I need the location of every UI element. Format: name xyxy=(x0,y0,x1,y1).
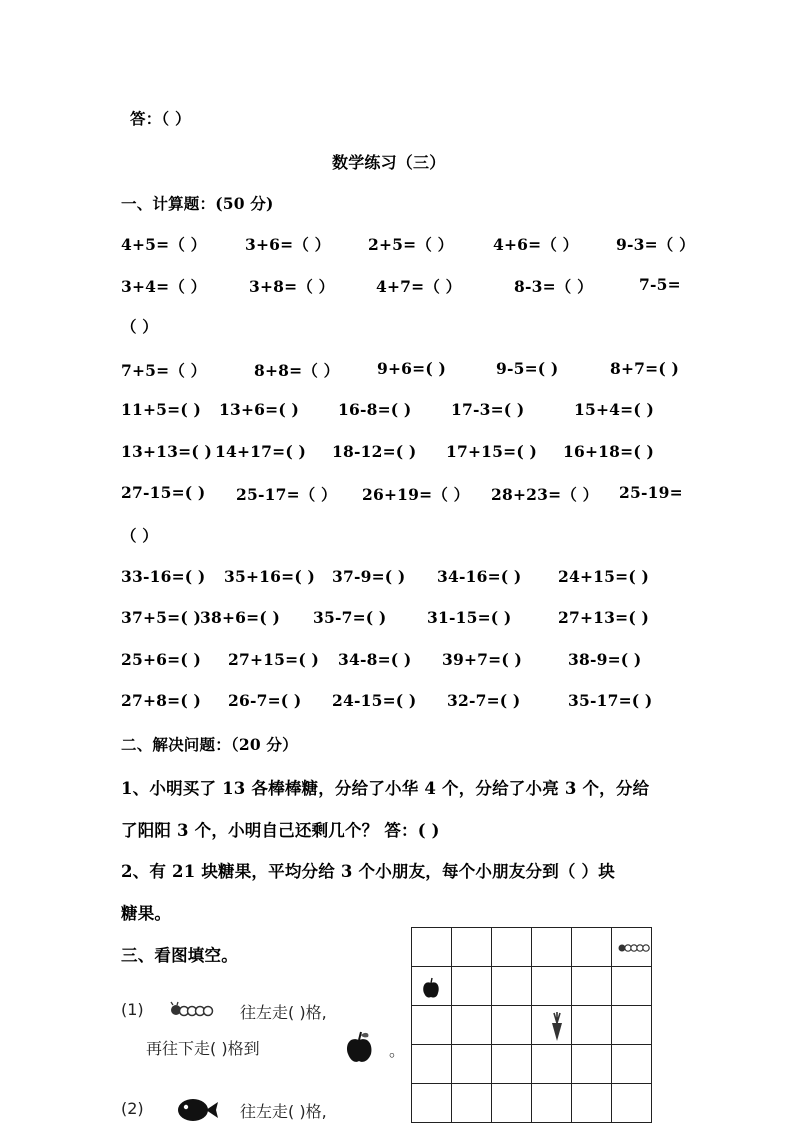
figure-2-number: (2) xyxy=(121,1099,144,1118)
calc-item: （ ） xyxy=(121,526,158,545)
calc-item: 8-3=（ ） xyxy=(514,277,593,296)
calc-item: 3+6=（ ） xyxy=(245,235,331,254)
calc-item: 9-5=( ) xyxy=(496,359,559,378)
calc-item: 8+8=（ ） xyxy=(254,361,340,380)
calc-item: 13+13=( ) xyxy=(121,442,212,461)
calc-item: 27+8=( ) xyxy=(121,691,201,710)
calc-item: 32-7=( ) xyxy=(447,691,521,710)
figure-2-instruction-a: 往左走( )格, xyxy=(240,1102,327,1121)
figure-1-instruction-b: 再往下走( )格到 xyxy=(146,1039,260,1058)
calc-item: 27-15=( ) xyxy=(121,483,206,502)
calc-item: 13+6=( ) xyxy=(219,400,299,419)
problem-1-line-2: 了阳阳 3 个，小明自己还剩几个？ 答：( ) xyxy=(121,821,440,840)
top-answer: 答：（ ） xyxy=(130,109,191,128)
section1-heading: 一、计算题：(50 分) xyxy=(121,194,274,213)
calc-item: 4+7=（ ） xyxy=(376,277,462,296)
calc-item: 38-9=( ) xyxy=(568,650,642,669)
section2-heading: 二、解决问题：（20 分） xyxy=(121,735,298,754)
calc-item: 3+4=（ ） xyxy=(121,277,207,296)
calc-item: 35+16=( ) xyxy=(224,567,315,586)
calc-item: 17-3=( ) xyxy=(451,400,525,419)
calc-item: 7-5= xyxy=(639,275,681,294)
calc-item: 2+5=（ ） xyxy=(368,235,454,254)
carrot-icon xyxy=(549,1011,565,1043)
calc-item: 24-15=( ) xyxy=(332,691,417,710)
problem-1-line-1: 1、小明买了 13 各棒棒糖，分给了小华 4 个，分给了小亮 3 个，分给 xyxy=(121,779,650,798)
map-grid xyxy=(411,927,652,1123)
calc-item: 4+6=（ ） xyxy=(493,235,579,254)
apple-icon xyxy=(421,977,441,999)
calc-item: 34-8=( ) xyxy=(338,650,412,669)
calc-item: 16-8=( ) xyxy=(338,400,412,419)
calc-item: 31-15=( ) xyxy=(427,608,512,627)
calc-item: 33-16=( ) xyxy=(121,567,206,586)
calc-item: 39+7=( ) xyxy=(442,650,522,669)
calc-item: 4+5=（ ） xyxy=(121,235,207,254)
calc-item: 3+8=（ ） xyxy=(249,277,335,296)
calc-item: 14+17=( ) xyxy=(215,442,306,461)
calc-item: 11+5=( ) xyxy=(121,400,201,419)
calc-item: 26-7=( ) xyxy=(228,691,302,710)
calc-item: 37-9=( ) xyxy=(332,567,406,586)
calc-item: 35-17=( ) xyxy=(568,691,653,710)
calc-item: 27+13=( ) xyxy=(558,608,649,627)
figure-1-number: (1) xyxy=(121,1000,144,1019)
calc-item: 28+23=（ ） xyxy=(491,485,599,504)
calc-item: 25-19= xyxy=(619,483,683,502)
calc-item: 27+15=( ) xyxy=(228,650,319,669)
calc-item: 25-17=（ ） xyxy=(236,485,337,504)
calc-item: 18-12=( ) xyxy=(332,442,417,461)
caterpillar-icon xyxy=(618,941,654,955)
calc-item: 38+6=( ) xyxy=(200,608,280,627)
calc-item: 34-16=( ) xyxy=(437,567,522,586)
calc-item: 16+18=( ) xyxy=(563,442,654,461)
calc-item: 9-3=（ ） xyxy=(616,235,695,254)
problem-2-line-2: 糖果。 xyxy=(121,904,172,923)
fish-icon xyxy=(176,1095,220,1125)
calc-item: 15+4=( ) xyxy=(574,400,654,419)
calc-item: 9+6=( ) xyxy=(377,359,447,378)
apple-icon xyxy=(344,1030,374,1064)
figure-1-end-mark: 。 xyxy=(389,1041,406,1060)
calc-item: 7+5=（ ） xyxy=(121,361,207,380)
calc-item: 8+7=( ) xyxy=(610,359,680,378)
calc-item: （ ） xyxy=(121,317,158,336)
calc-item: 35-7=( ) xyxy=(313,608,387,627)
caterpillar-icon xyxy=(170,1001,218,1021)
figure-1-instruction-a: 往左走( )格, xyxy=(240,1003,327,1022)
section3-heading: 三、看图填空。 xyxy=(121,946,238,965)
calc-item: 24+15=( ) xyxy=(558,567,649,586)
calc-item: 37+5=( ) xyxy=(121,608,201,627)
problem-2-line-1: 2、有 21 块糖果，平均分给 3 个小朋友，每个小朋友分到（ ）块 xyxy=(121,862,615,881)
calc-item: 26+19=（ ） xyxy=(362,485,470,504)
calc-item: 17+15=( ) xyxy=(446,442,537,461)
page-title: 数学练习（三） xyxy=(332,153,446,172)
calc-item: 25+6=( ) xyxy=(121,650,201,669)
